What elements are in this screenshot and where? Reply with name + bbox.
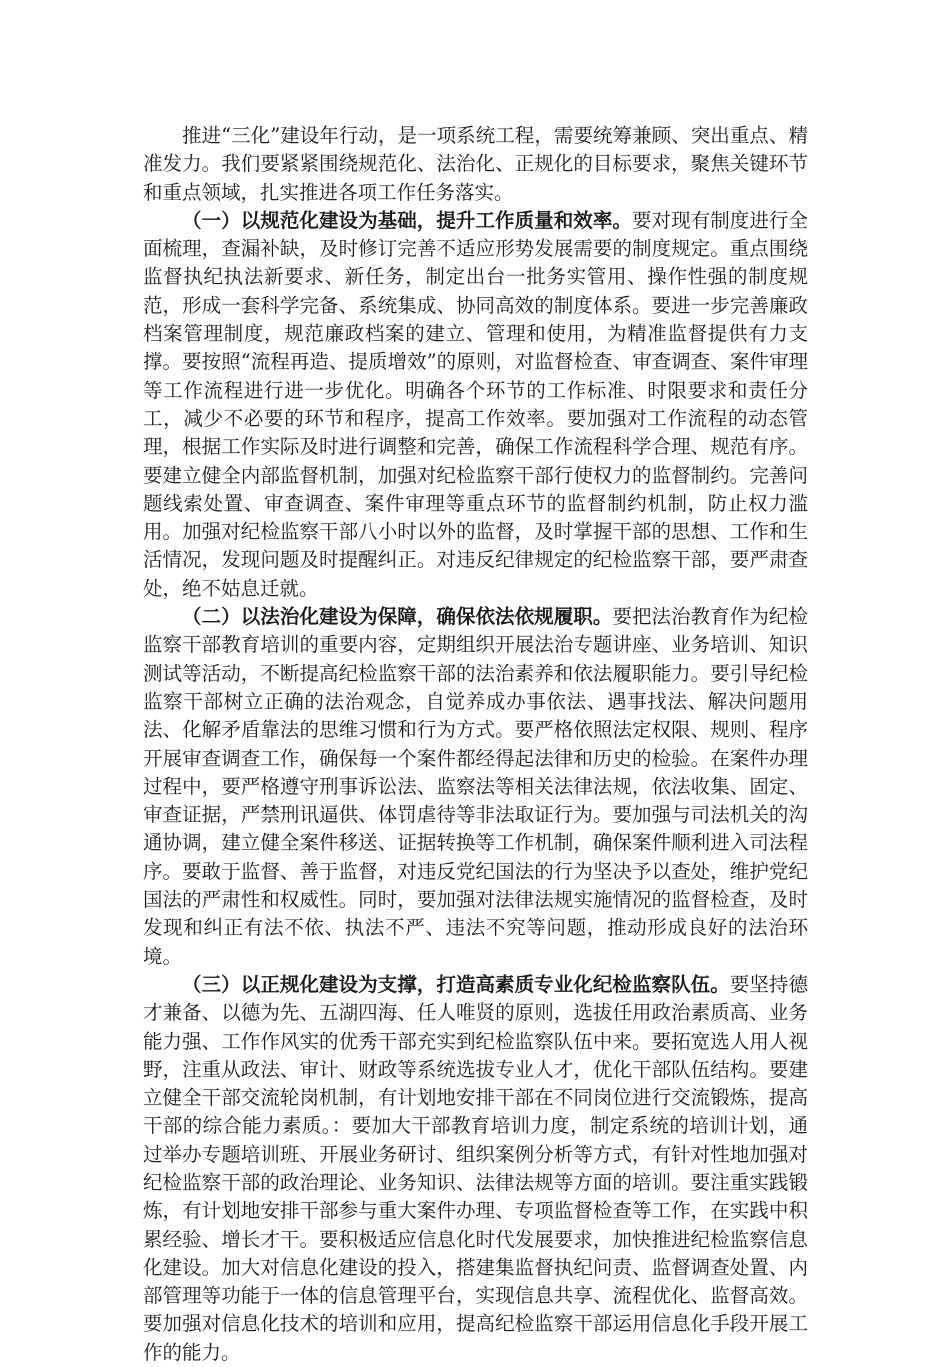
section-three-text: 要坚持德才兼备、以德为先、五湖四海、任人唯贤的原则，选拔任用政治素质高、业务能力强、工作作风实的优秀干部充实到纪检监察队伍中来。要拓宽选人用人视野，注重从政法、审计、财政等系统选拔专业人才，优化干部队伍结构。要建立健全干部交流轮岗机制，有计划地安排干部在不同岗位进行交流锻炼，提高干部的综合能力素质。：要加大干部教育培训力度，制定系统的培训计划，通过举办专题培训班、开展业务研讨、组织案例分析等方式，有针对性地加强对纪检监察干部的政治理论、业务知识、法律法规等方面的培训。要注重实践锻炼，有计划地安排干部参与重大案件办理、专项监督检查等工作，在实践中积累经验、增长才干。要积极适应信息化时代发展要求，加快推进纪检监察信息化建设。加大对信息化建设的投入，搭建集监督执纪问责、监督调查处置、内部管理等功能于一体的信息管理平台，实现信息共享、流程优化、监督高效。要加强对信息化技术的培训和应用，提高纪检监察干部运用信息化手段开展工作的能力。: [143, 972, 808, 1364]
document-body: [143, 122, 808, 1367]
section-one-heading: （一）以规范化建设为基础，提升工作质量和效率。: [182, 208, 632, 232]
paragraph-text: 推进“三化”建设年行动，是一项系统工程，需要统筹兼顾、突出重点、精准发力。我们要紧紧围绕规范化、法治化、正规化的目标要求，聚焦关键环节和重点领域，扎实推进各项工作任务落实。: [143, 124, 808, 204]
section-one-text: 要对现有制度进行全面梳理，查漏补缺，及时修订完善不适应形势发展需要的制度规定。重点围绕监督执纪执法新要求、新任务，制定出台一批务实管用、操作性强的制度规范，形成一套科学完备、系统集成、协同高效的制度体系。要进一步完善廉政档案管理制度，规范廉政档案的建立、管理和使用，为精准监督提供有力支撑。要按照“流程再造、提质增效”的原则，对监督检查、审查调查、案件审理等工作流程进行进一步优化。明确各个环节的工作标准、时限要求和责任分工，减少不必要的环节和程序，提高工作效率。要加强对工作流程的动态管理，根据工作实际及时进行调整和完善，确保工作流程科学合理、规范有序。要建立健全内部监督机制，加强对纪检监察干部行使权力的监督制约。完善问题线索处置、审查调查、案件审理等重点环节的监督制约机制，防止权力滥用。加强对纪检监察干部八小时以外的监督，及时掌握干部的思想、工作和生活情况，发现问题及时提醒纠正。对违反纪律规定的纪检监察干部，要严肃查处，绝不姑息迁就。: [143, 208, 808, 600]
section-three-paragraph: [143, 971, 808, 1367]
intro-paragraph: [143, 122, 808, 207]
section-one-paragraph: [143, 207, 808, 603]
section-two-heading: （二）以法治化建设为保障，确保依法依规履职。: [182, 605, 613, 629]
section-two-paragraph: [143, 603, 808, 971]
section-three-heading: （三）以正规化建设为支撑，打造高素质专业化纪检监察队伍。: [182, 972, 730, 996]
section-two-text: 要把法治教育作为纪检监察干部教育培训的重要内容，定期组织开展法治专题讲座、业务培训、知识测试等活动，不断提高纪检监察干部的法治素养和依法履职能力。要引导纪检监察干部树立正确的法治观念，自觉养成办事依法、遇事找法、解决问题用法、化解矛盾靠法的思维习惯和行为方式。要严格依照法定权限、规则、程序开展审查调查工作，确保每一个案件都经得起法律和历史的检验。在案件办理过程中，要严格遵守刑事诉讼法、监察法等相关法律法规，依法收集、固定、审查证据，严禁刑讯逼供、体罚虐待等非法取证行为。要加强与司法机关的沟通协调，建立健全案件移送、证据转换等工作机制，确保案件顺利进入司法程序。要敢于监督、善于监督，对违反党纪国法的行为坚决予以查处，维护党纪国法的严肃性和权威性。同时，要加强对法律法规实施情况的监督检查，及时发现和纠正有法不依、执法不严、违法不究等问题，推动形成良好的法治环境。: [143, 605, 808, 968]
